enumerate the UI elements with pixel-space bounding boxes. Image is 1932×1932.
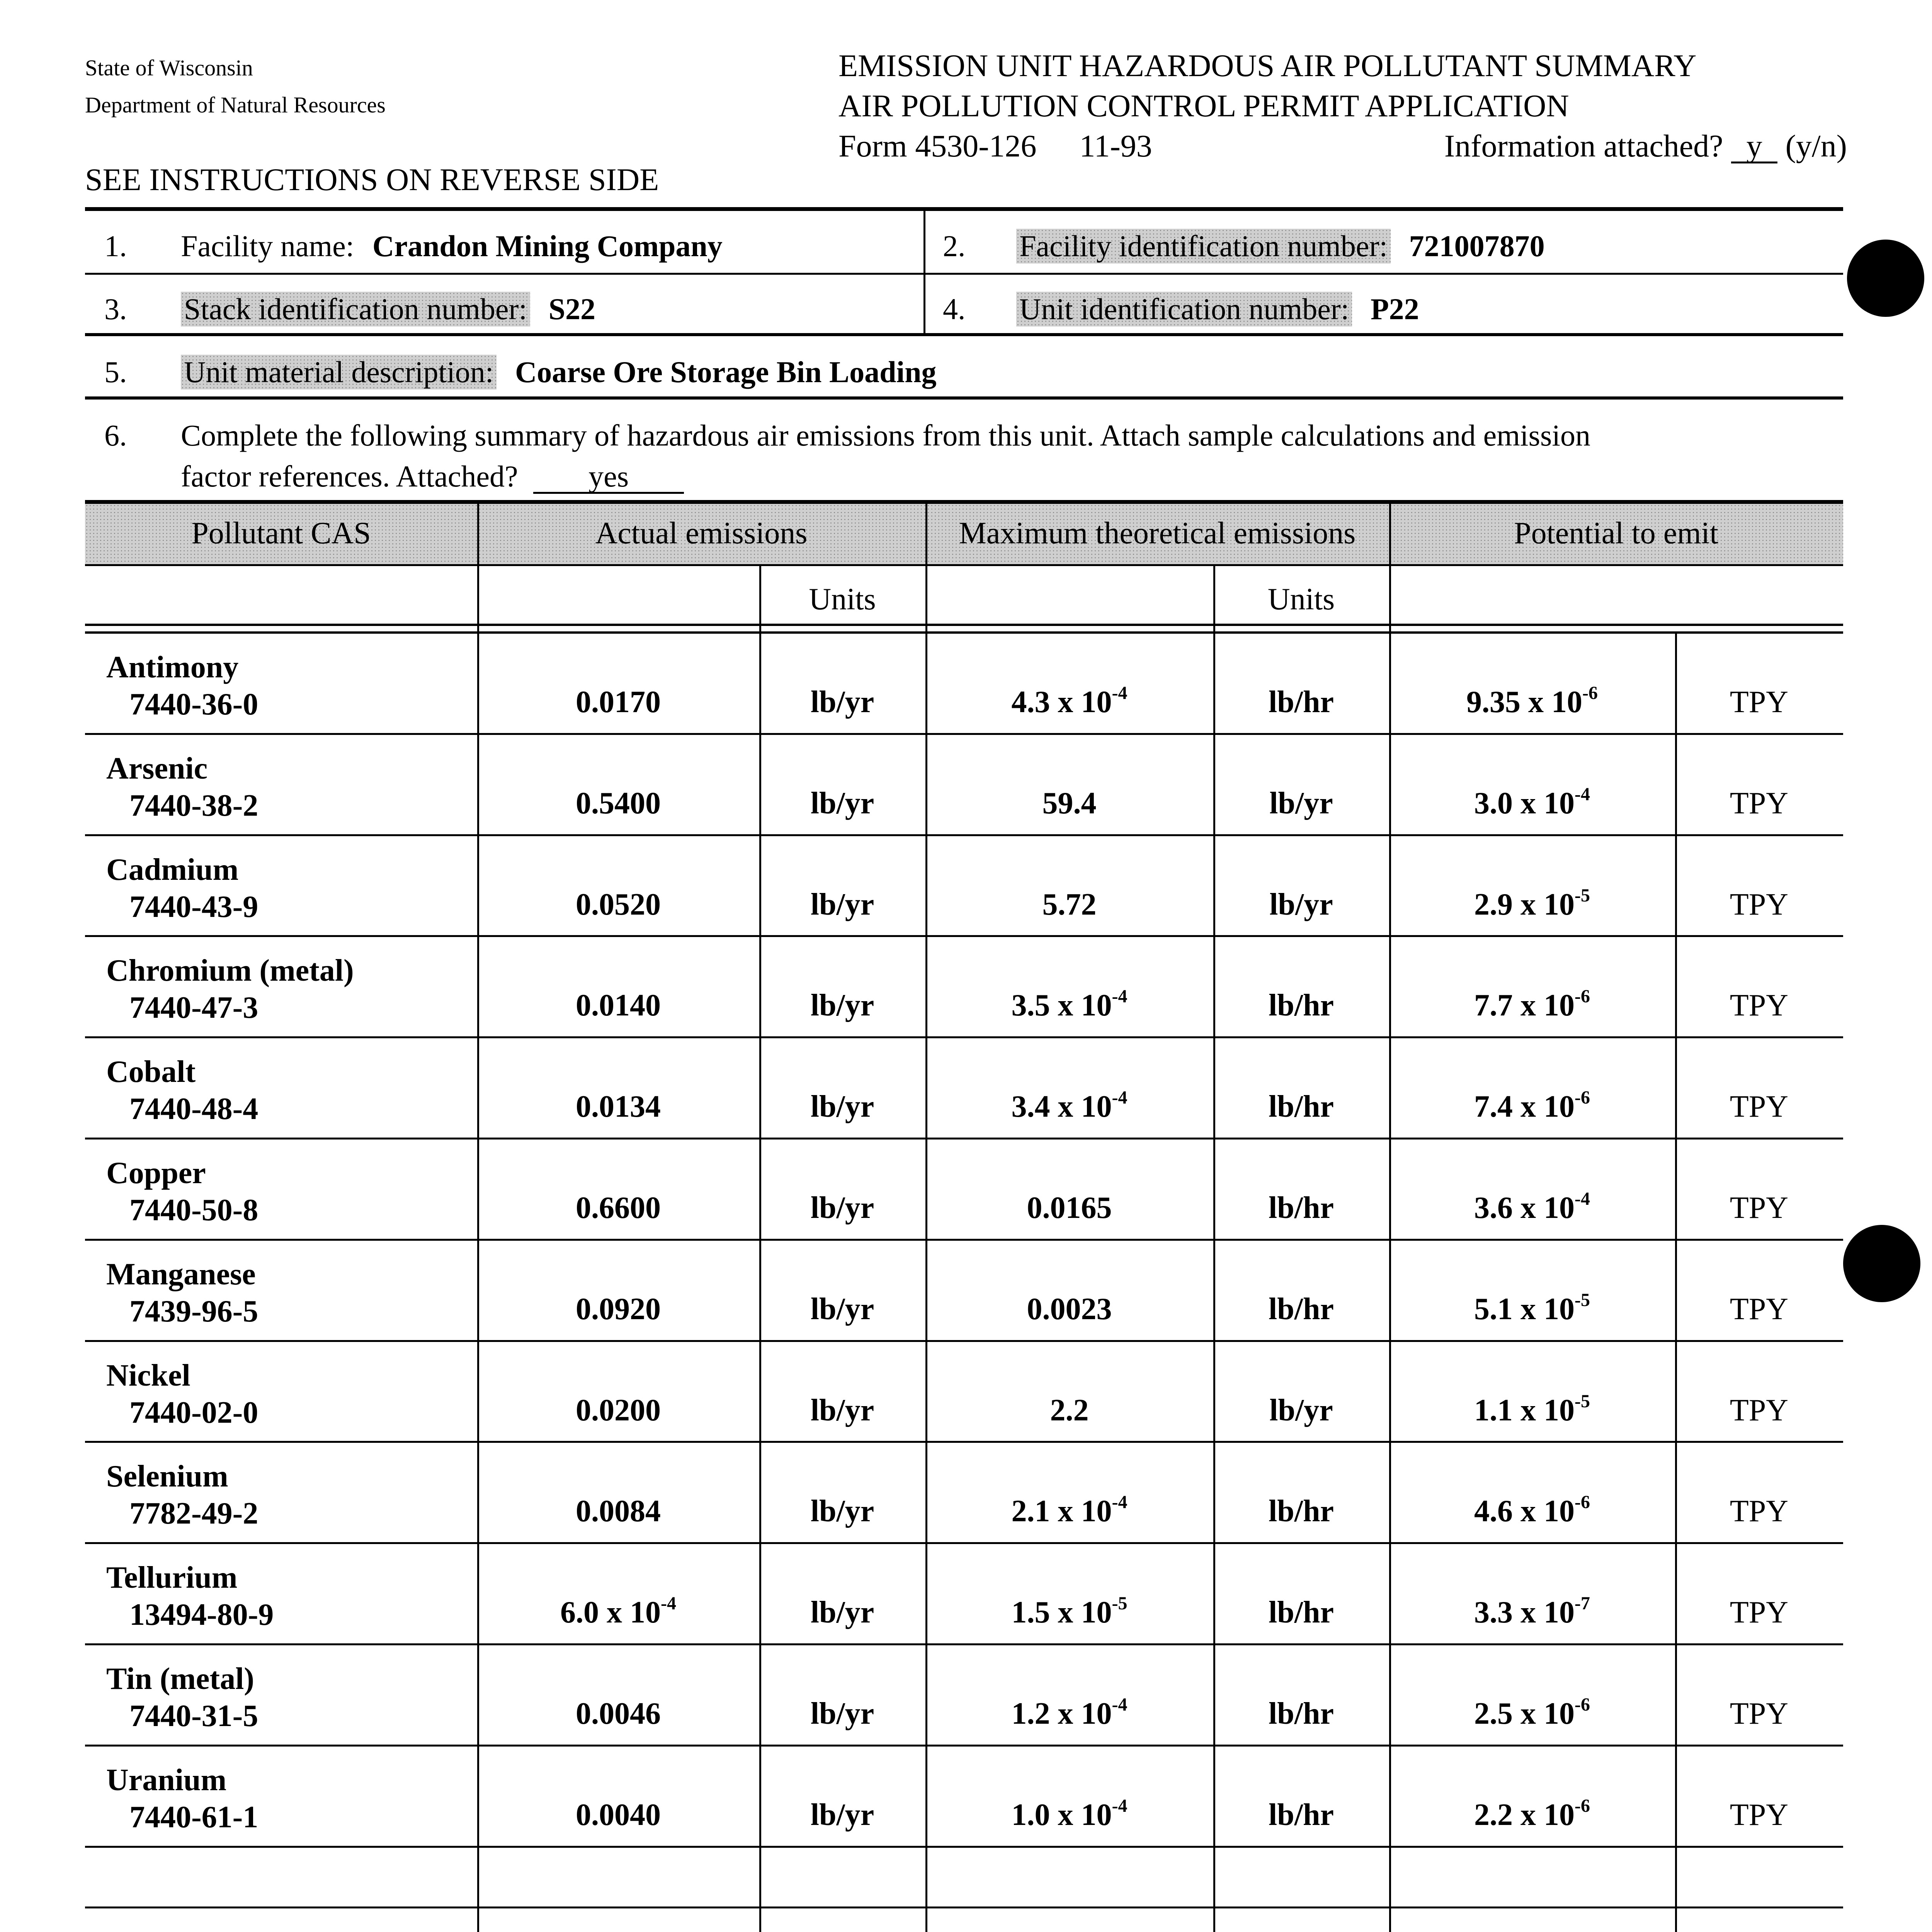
- form-number: Form 4530-126: [838, 128, 1037, 163]
- form-title-line1: EMISSION UNIT HAZARDOUS AIR POLLUTANT SUMMARY: [838, 48, 1697, 83]
- max-emissions[interactable]: [925, 1393, 1213, 1428]
- pollutant-name: Manganese: [106, 1257, 256, 1291]
- potential-units: TPY: [1730, 1798, 1789, 1832]
- potential-to-emit-base: 2.5 x 10: [1474, 1697, 1575, 1731]
- max-units: lb/hr: [1269, 685, 1334, 719]
- potential-to-emit[interactable]: [1389, 685, 1675, 720]
- max-units: lb/yr: [1269, 1393, 1333, 1427]
- potential-to-emit-base: 1.1 x 10: [1474, 1393, 1575, 1427]
- max-units: lb/hr: [1269, 988, 1334, 1023]
- row-rule: [85, 1542, 1843, 1544]
- max-units: lb/hr: [1269, 1090, 1334, 1124]
- potential-to-emit-base: 3.6 x 10: [1474, 1191, 1575, 1225]
- stack-id-value[interactable]: S22: [548, 292, 595, 326]
- punch-hole: [1847, 240, 1924, 317]
- potential-to-emit[interactable]: [1389, 1190, 1675, 1226]
- field-6-num: 6.: [104, 418, 127, 452]
- max-units: lb/hr: [1269, 1595, 1334, 1630]
- pollutant-cas: 7440-36-0: [129, 687, 259, 721]
- potential-units: TPY: [1730, 1191, 1789, 1225]
- potential-to-emit-exponent: -5: [1575, 1391, 1590, 1412]
- row-rule: [85, 1745, 1843, 1747]
- row-rule: [85, 1138, 1843, 1139]
- max-emissions[interactable]: [925, 1595, 1213, 1630]
- punch-hole: [1843, 1225, 1920, 1302]
- potential-to-emit-base: 3.3 x 10: [1474, 1595, 1575, 1630]
- potential-to-emit[interactable]: [1389, 1289, 1675, 1327]
- actual-emissions[interactable]: [477, 1798, 759, 1833]
- max-units: lb/hr: [1269, 1697, 1334, 1731]
- actual-units: lb/yr: [810, 988, 874, 1023]
- form-date: 11-93: [1079, 128, 1152, 163]
- pollutant-cas: 7782-49-2: [129, 1497, 259, 1531]
- max-emissions-exponent: -4: [1112, 1087, 1128, 1108]
- actual-emissions-base: 0.0140: [576, 988, 661, 1023]
- max-emissions[interactable]: [925, 1494, 1213, 1529]
- max-emissions[interactable]: [925, 887, 1213, 922]
- pollutant-cas: 13494-80-9: [129, 1598, 274, 1632]
- max-emissions-exponent: -4: [1112, 1694, 1128, 1715]
- actual-units: lb/yr: [810, 1595, 874, 1630]
- actual-emissions[interactable]: [477, 685, 759, 720]
- unit-material-label: Unit material description:: [181, 355, 497, 389]
- info-attached-label: Information attached?: [1444, 128, 1723, 163]
- potential-to-emit[interactable]: [1389, 1595, 1675, 1630]
- column-rule: [477, 504, 479, 1932]
- max-units: lb/yr: [1269, 887, 1333, 922]
- actual-emissions-base: 0.5400: [576, 786, 661, 820]
- potential-to-emit[interactable]: [1389, 786, 1675, 821]
- actual-emissions[interactable]: [477, 988, 759, 1023]
- potential-units: TPY: [1730, 786, 1789, 820]
- column-rule: [759, 566, 761, 1932]
- actual-emissions-base: 6.0 x 10: [560, 1595, 661, 1630]
- table-double-rule: [85, 624, 1843, 626]
- field-6-attached-label: factor references. Attached?: [181, 459, 518, 493]
- max-emissions-base: 4.3 x 10: [1011, 685, 1112, 719]
- actual-units: lb/yr: [810, 1798, 874, 1832]
- field-4: [1016, 292, 1419, 327]
- actual-units: lb/yr: [810, 1090, 874, 1124]
- max-emissions-base: 0.0023: [1027, 1292, 1112, 1326]
- pollutant-name: Cadmium: [106, 852, 239, 887]
- pollutant-name: Tellurium: [106, 1561, 238, 1595]
- max-emissions-exponent: -4: [1112, 683, 1128, 703]
- pollutant-cas: 7440-47-3: [129, 991, 259, 1025]
- pollutant-name: Arsenic: [106, 751, 208, 786]
- divider: [85, 273, 1843, 275]
- potential-units: TPY: [1730, 988, 1789, 1023]
- pollutant-name: Antimony: [106, 650, 239, 684]
- potential-to-emit-exponent: -5: [1575, 1289, 1590, 1310]
- actual-emissions[interactable]: [477, 1393, 759, 1428]
- max-emissions[interactable]: [925, 988, 1213, 1023]
- pollutant-cas: 7440-31-5: [129, 1699, 259, 1733]
- potential-to-emit-base: 2.9 x 10: [1474, 887, 1575, 922]
- actual-units: lb/yr: [810, 685, 874, 719]
- table-double-rule: [85, 631, 1843, 634]
- column-rule: [925, 504, 927, 1932]
- field-3-num: 3.: [104, 292, 127, 326]
- column-rule: [1675, 634, 1677, 1932]
- unit-material-value[interactable]: Coarse Ore Storage Bin Loading: [515, 355, 937, 389]
- potential-to-emit-base: 7.4 x 10: [1474, 1090, 1575, 1124]
- potential-to-emit-exponent: -6: [1575, 1694, 1590, 1715]
- max-emissions-exponent: -4: [1112, 1492, 1128, 1513]
- max-units: lb/yr: [1269, 786, 1333, 820]
- actual-emissions[interactable]: [477, 1292, 759, 1327]
- field-4-num: 4.: [943, 292, 966, 326]
- potential-to-emit-base: 7.7 x 10: [1474, 988, 1575, 1023]
- col-header-actual: Actual emissions: [595, 516, 808, 550]
- pollutant-name: Nickel: [106, 1358, 190, 1393]
- actual-emissions[interactable]: [477, 887, 759, 922]
- field-6-attached: [181, 459, 684, 494]
- max-emissions-base: 1.5 x 10: [1011, 1595, 1112, 1630]
- field-5-num: 5.: [104, 355, 127, 389]
- actual-emissions[interactable]: [477, 786, 759, 821]
- row-rule: [85, 1036, 1843, 1038]
- actual-emissions-base: 0.0084: [576, 1494, 661, 1529]
- max-emissions-base: 3.5 x 10: [1011, 988, 1112, 1023]
- actual-units: lb/yr: [810, 1697, 874, 1731]
- actual-emissions[interactable]: [477, 1494, 759, 1529]
- potential-to-emit[interactable]: [1389, 887, 1675, 922]
- facility-name-value[interactable]: Crandon Mining Company: [372, 229, 723, 263]
- potential-to-emit-exponent: -6: [1575, 1795, 1590, 1816]
- max-emissions[interactable]: [925, 1190, 1213, 1226]
- max-emissions[interactable]: [925, 685, 1213, 720]
- column-rule: [1389, 504, 1391, 1932]
- max-emissions-exponent: -4: [1112, 1795, 1128, 1816]
- row-rule: [85, 1239, 1843, 1241]
- divider: [85, 333, 1843, 336]
- max-emissions[interactable]: [925, 1696, 1213, 1731]
- row-rule: [85, 1846, 1843, 1848]
- potential-to-emit-exponent: -6: [1582, 683, 1598, 703]
- potential-to-emit[interactable]: [1389, 1393, 1675, 1428]
- facility-id-value[interactable]: 721007870: [1409, 229, 1545, 263]
- units-header-max: Units: [1267, 582, 1335, 616]
- potential-to-emit-exponent: -4: [1575, 784, 1590, 804]
- pollutant-name: Cobalt: [106, 1055, 196, 1089]
- actual-emissions-base: 0.0040: [576, 1798, 661, 1832]
- actual-emissions-exponent: -4: [661, 1593, 676, 1614]
- max-emissions-base: 0.0165: [1027, 1191, 1112, 1225]
- field-6-instructions: Complete the following summary of hazardous air emissions from this unit. Attach sample calculations and emission: [181, 418, 1590, 452]
- actual-emissions[interactable]: [477, 1190, 759, 1226]
- form-id-line: [838, 126, 1847, 166]
- potential-to-emit[interactable]: [1389, 1696, 1675, 1731]
- actual-emissions-base: 0.0046: [576, 1697, 661, 1731]
- actual-emissions[interactable]: [477, 1696, 759, 1731]
- actual-emissions-base: 0.0920: [576, 1292, 661, 1326]
- potential-units: TPY: [1730, 685, 1789, 719]
- actual-units: lb/yr: [810, 1191, 874, 1225]
- row-rule: [85, 733, 1843, 735]
- empty-row-rule: [85, 1906, 1843, 1908]
- potential-to-emit[interactable]: [1389, 1089, 1675, 1124]
- max-units: lb/hr: [1269, 1798, 1334, 1832]
- max-emissions[interactable]: [925, 1292, 1213, 1327]
- unit-id-value[interactable]: P22: [1370, 292, 1419, 326]
- potential-to-emit-exponent: -4: [1575, 1189, 1590, 1209]
- potential-to-emit[interactable]: [1389, 1494, 1675, 1529]
- form-title-line2: AIR POLLUTION CONTROL PERMIT APPLICATION: [838, 88, 1569, 123]
- row-rule: [85, 1441, 1843, 1443]
- pollutant-cas: 7440-48-4: [129, 1092, 259, 1126]
- field-3: [181, 292, 595, 327]
- pollutant-cas: 7440-43-9: [129, 889, 259, 924]
- potential-to-emit-base: 4.6 x 10: [1474, 1494, 1575, 1529]
- max-emissions[interactable]: [925, 786, 1213, 821]
- actual-emissions-base: 0.0520: [576, 887, 661, 922]
- actual-units: lb/yr: [810, 1494, 874, 1529]
- pollutant-name: Chromium (metal): [106, 954, 354, 988]
- stack-id-label: Stack identification number:: [181, 292, 530, 327]
- potential-to-emit-base: 5.1 x 10: [1474, 1292, 1575, 1326]
- pollutant-cas: 7440-61-1: [129, 1800, 259, 1834]
- row-rule: [85, 1340, 1843, 1342]
- actual-units: lb/yr: [810, 1393, 874, 1427]
- field-2-num: 2.: [943, 229, 966, 263]
- potential-to-emit-exponent: -6: [1575, 1087, 1590, 1108]
- potential-units: TPY: [1730, 1090, 1789, 1124]
- row-rule: [85, 1643, 1843, 1645]
- max-emissions-base: 3.4 x 10: [1011, 1090, 1112, 1124]
- info-attached: [1444, 126, 1847, 166]
- table-border: [85, 564, 1843, 566]
- actual-units: lb/yr: [810, 1292, 874, 1326]
- actual-emissions[interactable]: [477, 1595, 759, 1630]
- max-emissions-base: 1.2 x 10: [1011, 1697, 1112, 1731]
- potential-to-emit-exponent: -5: [1575, 885, 1590, 906]
- potential-to-emit-base: 3.0 x 10: [1474, 786, 1575, 820]
- potential-to-emit-exponent: -6: [1575, 986, 1590, 1007]
- info-attached-value[interactable]: y: [1731, 131, 1777, 163]
- pollutant-cas: 7440-50-8: [129, 1193, 259, 1227]
- max-units: lb/hr: [1269, 1494, 1334, 1529]
- units-header-actual: Units: [809, 582, 876, 616]
- actual-emissions-base: 0.0200: [576, 1393, 661, 1427]
- max-emissions-base: 59.4: [1042, 786, 1097, 820]
- potential-units: TPY: [1730, 1393, 1789, 1427]
- potential-to-emit-exponent: -7: [1575, 1593, 1590, 1614]
- actual-units: lb/yr: [810, 786, 874, 820]
- pollutant-cas: 7440-02-0: [129, 1395, 259, 1430]
- unit-id-label: Unit identification number:: [1016, 292, 1352, 327]
- potential-to-emit-base: 9.35 x 10: [1466, 685, 1582, 719]
- row-rule: [85, 935, 1843, 937]
- potential-to-emit[interactable]: [1389, 988, 1675, 1023]
- max-emissions-base: 5.72: [1042, 887, 1097, 922]
- potential-to-emit-exponent: -6: [1575, 1492, 1590, 1513]
- potential-units: TPY: [1730, 1292, 1789, 1326]
- actual-emissions-base: 0.6600: [576, 1191, 661, 1225]
- potential-units: TPY: [1730, 887, 1789, 922]
- column-rule: [1213, 566, 1215, 1932]
- pollutant-name: Tin (metal): [106, 1662, 254, 1696]
- actual-emissions-base: 0.0170: [576, 685, 661, 719]
- potential-to-emit-base: 2.2 x 10: [1474, 1798, 1575, 1832]
- divider: [85, 207, 1843, 211]
- pollutant-name: Selenium: [106, 1459, 228, 1494]
- agency-department: Department of Natural Resources: [85, 92, 386, 117]
- field-1: [181, 229, 723, 264]
- pollutant-cas: 7439-96-5: [129, 1294, 259, 1328]
- col-header-potential: Potential to emit: [1514, 516, 1718, 550]
- max-emissions-exponent: -5: [1112, 1593, 1128, 1614]
- col-header-pollutant: Pollutant CAS: [191, 516, 371, 550]
- actual-units: lb/yr: [810, 887, 874, 922]
- agency-state: State of Wisconsin: [85, 55, 253, 80]
- actual-emissions-base: 0.0134: [576, 1090, 661, 1124]
- max-emissions[interactable]: [925, 1089, 1213, 1124]
- agency-block: [85, 49, 386, 124]
- info-attached-suffix: (y/n): [1785, 128, 1847, 163]
- form-title-block: [838, 46, 1847, 166]
- max-emissions-exponent: -4: [1112, 986, 1128, 1007]
- max-emissions-base: 1.0 x 10: [1011, 1798, 1112, 1832]
- max-emissions-base: 2.1 x 10: [1011, 1494, 1112, 1529]
- potential-units: TPY: [1730, 1697, 1789, 1731]
- row-rule: [85, 834, 1843, 836]
- see-instructions: SEE INSTRUCTIONS ON REVERSE SIDE: [85, 162, 659, 197]
- max-units: lb/hr: [1269, 1292, 1334, 1326]
- facility-name-label: Facility name:: [181, 229, 354, 263]
- field-1-num: 1.: [104, 229, 127, 263]
- potential-to-emit[interactable]: [1389, 1795, 1675, 1833]
- max-emissions-base: 2.2: [1050, 1393, 1089, 1427]
- max-emissions[interactable]: [925, 1795, 1213, 1833]
- divider: [85, 396, 1843, 400]
- max-units: lb/hr: [1269, 1191, 1334, 1225]
- pollutant-cas: 7440-38-2: [129, 788, 259, 823]
- potential-units: TPY: [1730, 1494, 1789, 1529]
- field-5: [181, 355, 937, 389]
- field-6-attached-value[interactable]: yes: [533, 461, 684, 494]
- actual-emissions[interactable]: [477, 1089, 759, 1124]
- col-header-max: Maximum theoretical emissions: [959, 516, 1356, 550]
- pollutant-name: Copper: [106, 1156, 206, 1190]
- pollutant-name: Uranium: [106, 1763, 227, 1797]
- field-2: [1016, 229, 1545, 264]
- table-border: [85, 500, 1843, 504]
- facility-id-label: Facility identification number:: [1016, 229, 1391, 264]
- potential-units: TPY: [1730, 1595, 1789, 1630]
